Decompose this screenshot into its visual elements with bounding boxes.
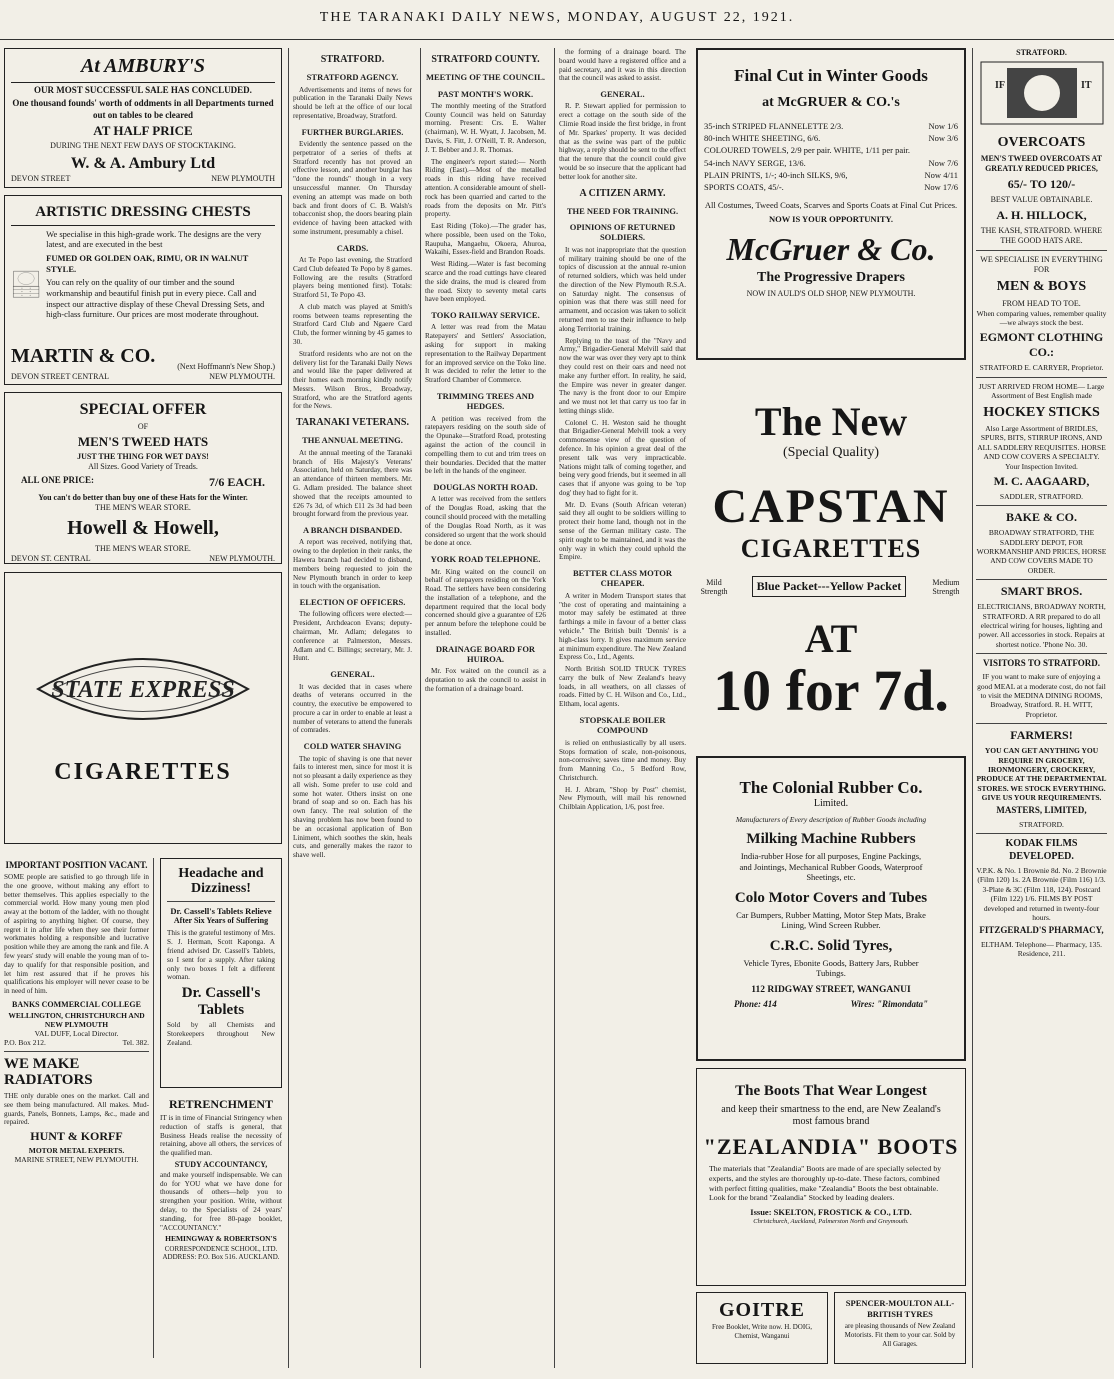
martin-firm: MARTIN & CO. xyxy=(11,344,156,367)
middle-column xyxy=(554,48,690,1368)
stratford-h1: FURTHER BURGLARIES. xyxy=(301,126,404,137)
position-director: VAL DUFF, Local Director. xyxy=(34,1028,119,1038)
headache-brand: Dr. Cassell's Tablets xyxy=(181,985,261,1018)
stratford-agency: STRATFORD AGENCY. xyxy=(306,72,399,83)
capstan-price: 10 for 7d. xyxy=(713,658,949,723)
right-ma2: STRATFORD. xyxy=(1019,819,1064,829)
stratford-h4: A BRANCH DISBANDED. xyxy=(303,525,402,536)
right-bake2: BROADWAY STRATFORD, THE SADDLERY DEPOT, FOR WORKMANSHIP AND PRICES, HORSE AND COW COVERS MADE TO ORDER. xyxy=(976,528,1107,575)
headache-body: This is the grateful testimony of Mrs. S. J. Herman, Scott Kaponga. A friend advised Dr. Cassell's Tablets, so I sent for a supply. After taking only two boxes I felt a different woman. xyxy=(167,929,275,982)
right-sm2: ELECTRICIANS, BROADWAY NORTH, STRATFORD. A RR prepared to do all electrical wiring for houses, lighting and power. All accessories in stock. Repairs at shortest notice. 'Phone No. 30. xyxy=(977,602,1106,649)
goitre-body: Free Booklet, Write now. H. DOIG, Chemist, Wanganui xyxy=(711,1323,813,1340)
mcgruer-item: 35-inch STRIPED FLANNELETTE 2/3. Now 1/6 xyxy=(704,120,958,131)
stratford-news-column xyxy=(288,48,416,1368)
middle-h1: GENERAL. xyxy=(600,89,645,100)
radiators-ad xyxy=(4,1056,149,1164)
right-spec2: FROM HEAD TO TOE. xyxy=(1002,298,1081,308)
colonial-mfr: Manufacturers of Every description of Rubber Goods including xyxy=(735,814,927,824)
right-hk2: Also Large Assortment of BRIDLES, SPURS, BITS, STIRRUP IRONS, AND ALL SADDLERY REQUISITES. HORSE AND COW COVERS A SPECIALTY. Your Inspection Invited. xyxy=(977,424,1106,471)
state-express-logo xyxy=(18,629,268,749)
martin-body2: You can rely on the quality of our timber and the sound workmanship and beautiful finish put in every piece. Call and inspect our attractive display of these Cheval Dressing Sets, and high-class furniture. Our prices are most moderate throughout. xyxy=(46,277,265,320)
stratford-h3b: THE ANNUAL MEETING. xyxy=(302,435,403,446)
martin-body: We specialise in this high-grade work. The designs are the very latest, and are executed in the best xyxy=(46,228,262,250)
right-spec3: When comparing values, remember quality—we always stock the best. xyxy=(976,308,1107,327)
spencer-title: SPENCER-MOULTON ALL-BRITISH TYRES xyxy=(845,1298,955,1319)
right-menboys: MEN & BOYS xyxy=(996,279,1087,295)
right-vi2: IF you want to make sure of enjoying a good MEAL at a moderate cost, do not fail to visit the MEDINA DINING ROOMS, Broadway, Stratford. R. H. WITT, Proprietor. xyxy=(977,672,1106,719)
capstan-brand: CAPSTAN xyxy=(712,480,950,533)
howell-addr-right: NEW PLYMOUTH. xyxy=(209,554,275,564)
position-school: BANKS COMMERCIAL COLLEGE xyxy=(12,999,141,1009)
stratford-p8: It was decided that in cases where deaths of veterans occurred in the country, the executive be empowered to procure a car in order to enable at least a number of veterans to attend the funerals of comrades. xyxy=(293,682,412,735)
howell-l2: All Sizes. Good Variety of Treads. xyxy=(88,462,198,472)
state-express-brand: STATE EXPRESS xyxy=(51,677,235,703)
mcgruer-l1: All Costumes, Tweed Coats, Scarves and Sports Coats at Final Cut Prices. xyxy=(704,199,958,210)
stratford-p1: Evidently the sentence passed on the perpetrator of a series of thefts at Stratford recently has not proved an effective lesson, and another burglar has "done the rounds" though in a very unsuccessful manner. On Thursday evening an attempt was made on both back and front doors of C. B. Walsh's tobacconist shop, the doors bearing plain evidence of having been attacked with some instrument, presumably a chisel. xyxy=(293,140,412,236)
retrenchment-body2: and make yourself indispensable. We can do for YOU what we have done for thousands of others—help you to strengthen your position. Write, without delay, to the Specialists of 24 years' standing, for free 80-page booklet, "ACCOUNTANCY." xyxy=(160,1170,282,1232)
howell-l3: You can't do better than buy one of these Hats for the Winter. xyxy=(38,493,248,503)
right-fitz: FITZGERALD'S PHARMACY, xyxy=(979,925,1104,936)
position-ad xyxy=(4,858,154,1358)
ambury-line3: AT HALF PRICE xyxy=(93,122,193,138)
colonial-wires: Wires: "Rimondata" xyxy=(850,998,928,1009)
right-smart: SMART BROS. xyxy=(1000,584,1083,599)
right-aagaard: M. C. AAGAARD, xyxy=(993,473,1090,488)
howell-title: SPECIAL OFFER xyxy=(79,401,207,418)
capstan-medium: Medium Strength xyxy=(932,577,960,596)
howell-addr-left: DEVON ST. CENTRAL xyxy=(11,554,91,564)
right-aa2: SADDLER, STRATFORD. xyxy=(999,491,1084,501)
colonial-title: The Colonial Rubber Co. xyxy=(739,778,923,797)
right-fi2: ELTHAM. Telephone— Pharmacy, 135. Residence, 211. xyxy=(980,939,1103,958)
howell-price: 7/6 EACH. xyxy=(208,475,265,490)
retrenchment-title: RETRENCHMENT xyxy=(168,1097,273,1111)
stratford-h6: GENERAL. xyxy=(330,669,375,680)
goitre-title: GOITRE xyxy=(718,1299,806,1321)
right-eg2: STRATFORD E. CARRYER, Proprietor. xyxy=(979,363,1104,373)
mcgruer-addr: NOW IN AULD'S OLD SHOP, NEW PLYMOUTH. xyxy=(746,289,916,299)
zealandia-towns: Christchurch, Auckland, Palmerston North and Greymouth. xyxy=(753,1217,909,1225)
right-visitors: VISITORS TO STRATFORD. xyxy=(982,658,1101,668)
mcgruer-items xyxy=(704,120,958,194)
right-oc2: BEST VALUE OBTAINABLE. xyxy=(990,195,1093,205)
mcgruer-sub: at McGRUER & CO.'s xyxy=(762,95,900,111)
ambury-addr-right: NEW PLYMOUTH xyxy=(211,174,275,183)
martin-note: (Next Hoffmann's New Shop.) xyxy=(177,361,275,371)
stratford-section: STRATFORD. xyxy=(320,54,385,65)
capstan-ad xyxy=(696,368,966,748)
state-express-ad xyxy=(4,572,282,844)
howell-l1: JUST THE THING FOR WET DAYS! xyxy=(77,452,209,462)
howell-of: OF xyxy=(137,422,149,431)
ambury-firm: W. & A. Ambury Ltd xyxy=(70,155,216,172)
mcgruer-title: Final Cut in Winter Goods xyxy=(734,66,928,85)
colonial-l3: Vehicle Tyres, Ebonite Goods, Battery Jars, Rubber Tubings. xyxy=(743,957,919,979)
right-stratford: STRATFORD. xyxy=(1016,48,1067,57)
howell-l4: THE MEN'S WEAR STORE. xyxy=(95,503,191,513)
right-column xyxy=(972,48,1110,1368)
county-p5: A letter was read from the Matau Ratepayers' and Settlers' Association, asking for support in making representation to the Railway Department for an improved service on the Toko line. It was decided to refer the letter to the Stratford Chamber of Commerce. xyxy=(425,323,546,385)
county-h1: TOKO RAILWAY SERVICE. xyxy=(431,310,540,321)
right-hillock: A. H. HILLOCK, xyxy=(996,208,1087,223)
position-box: P.O. Box 212. xyxy=(4,1037,46,1047)
howell-ad xyxy=(4,392,282,564)
middle-p3: It was not inappropriate that the question of military training should be one of the topics of discussion at the annual re-union of returned soldiers, which was held under the direction of the New Plymouth R.S.A. on Saturday night. The consensus of opinion was that there was still need for armament, and occasion was taken to solicit returned men to use their influence to help along Territorial training. xyxy=(559,245,686,333)
right-arrived: JUST ARRIVED FROM HOME— Large Assortment of Best English made xyxy=(978,381,1105,401)
ambury-line1: OUR MOST SUCCESSFUL SALE HAS CONCLUDED. xyxy=(34,85,252,95)
stratford-h5: ELECTION OF OFFICERS. xyxy=(299,597,406,608)
stratford-p6: A report was received, notifying that, owing to the depletion in their ranks, the Hawera branch had decided to disband, members being requested to join the New Plymouth branch in order to keep in touch with the organisation. xyxy=(293,538,412,591)
middle-p6: Mr. D. Evans (South African veteran) said they all ought to be soldiers willing to protect their home land, though not in the sense of the German military caste. The spirit ought to be maintained, and it was the only way in which they could uphold the Empire. xyxy=(559,500,686,562)
county-p2: The engineer's report stated:— North Riding (East).—Most of the metalled roads in this riding have received attention. A considerable amount of shell-rock has been quarried and carted to the roads from the deposits on Mr. Pitt's property. xyxy=(425,157,546,219)
retrenchment-ad xyxy=(160,1095,282,1365)
ambury-title: At AMBURY'S xyxy=(11,54,275,83)
martin-title: ARTISTIC DRESSING CHESTS xyxy=(11,203,275,226)
svg-text:IT: IT xyxy=(1080,80,1092,91)
position-towns: WELLINGTON, CHRISTCHURCH AND NEW PLYMOUTH xyxy=(8,1010,145,1029)
zealandia-l2: and keep their smartness to the end, are New Zealand's most famous brand xyxy=(721,1103,941,1128)
middle-p8: North British SOLID TRUCK TYRES carry the bulk of New Zealand's heavy loads, in all weathers, on all classes of roads. Fitted by C. H. Wilson and Co., Ltd., Eltham, local agents. xyxy=(559,665,686,709)
middle-p5: Colonel C. H. Weston said he thought that Brigadier-General Melvill took a very commonsense view of the question of defence. In his opinion a great deal of the present talk was very impracticable. Nations might talk of coming together, and being very good friends, but it seemed in all cases that if anyone was going to be 'top dog' they had to fight for it. xyxy=(559,418,686,497)
retrenchment-line: CORRESPONDENCE SCHOOL, LTD. ADDRESS: P.O. Box 516. AUCKLAND. xyxy=(162,1245,280,1262)
spencer-body: are pleasing thousands of New Zealand Motorists. Fit them to your car. Sold by All Garages. xyxy=(844,1322,956,1348)
capstan-l2: (Special Quality) xyxy=(782,445,880,460)
mcgruer-l2: NOW IS YOUR OPPORTUNITY. xyxy=(768,214,894,225)
county-p3: East Riding (Toko).—The grader has, where possible, been used on the Toko, Raupuha, Mangaehu, Okoera, Ahuroa, Wakaihi, Essex-field and Brandon Roads. xyxy=(425,222,546,257)
position-title: IMPORTANT POSITION VACANT. xyxy=(5,860,148,870)
right-spec: WE SPECIALISE IN EVERYTHING FOR xyxy=(980,255,1103,275)
colonial-phone: Phone: 414 xyxy=(734,998,777,1009)
martin-addr-right: NEW PLYMOUTH. xyxy=(209,371,275,381)
county-p6: A petition was received from the ratepayers residing on the south side of the Opunake—Stratford Road, protesting against the action of the council in compelling them to cut and trim trees on their boundaries. Decided that the matter be left in the hands of the engineer. xyxy=(425,414,546,476)
middle-h2: A CITIZEN ARMY. xyxy=(579,187,666,199)
right-oc-price: 65/- TO 120/- xyxy=(1007,177,1076,192)
middle-p10: H. J. Abram, "Shop by Post" chemist, New Plymouth, will mail his renowned Chilblain Application, 1/6, post free. xyxy=(559,785,686,812)
right-hillock2: THE KASH, STRATFORD. WHERE THE GOOD HATS ARE. xyxy=(980,226,1103,246)
retrenchment-body: IT is in time of Financial Stringency when reduction of staffs is general, that Business Heads realise the necessity of retaining, above all others, the services of the qualified man. xyxy=(160,1114,282,1158)
masthead: THE TARANAKI DAILY NEWS, MONDAY, AUGUST 22, 1921. xyxy=(0,10,1114,40)
right-egmont: EGMONT CLOTHING CO.: xyxy=(979,330,1104,360)
right-ko2: V.P.K. & No. 1 Brownie 8d. No. 2 Brownie (Film 120) 1s. 2A Brownie (Film 116) 1/3. 3-Plate & 3C (Film 118, 124). Postcard (Film 122) 1/6. FILMS BY POST developed and returned in twenty-four hours. xyxy=(976,866,1107,922)
martin-finish: FUMED OR GOLDEN OAK, RIMU, OR IN WALNUT STYLE. xyxy=(46,253,249,274)
mcgruer-firm: McGruer & Co. xyxy=(726,230,936,267)
stratford-p3: A club match was played at Smith's rooms between teams representing the Stratford Card Club and Ngaere Card Club, the former winning by 45 games to 30. xyxy=(293,302,412,347)
colonial-l2: Car Bumpers, Rubber Matting, Motor Step Mats, Brake Lining, Wind Screen Rubber. xyxy=(736,909,926,931)
county-h5: DRAINAGE BOARD FOR HUIROA. xyxy=(435,643,536,665)
capstan-label: CIGARETTES xyxy=(740,534,922,563)
zealandia-body: The materials that "Zealandia" Boots are made of are specially selected by experts, and the styles are thoroughly up-to-date. These factors, combined with perfect fitting qualities, make "Zealandia" Boots the best obtainable. Look for the brand "Zealandia" Stocked by leading dealers. xyxy=(709,1164,942,1203)
hillock-crest-logo xyxy=(977,58,1107,128)
stratford-p5: At the annual meeting of the Taranaki branch of His Majesty's Veterans' Association, held on Saturday, there was an attendance of thirteen members. Mr. G. Adlam presided. The balance sheet showed that the receipts amounted to £26 7s 3d, of which £11 2s 3d had been brought forward from the previous year. xyxy=(293,448,412,519)
radiators-addr: MARINE STREET, NEW PLYMOUTH. xyxy=(14,1155,139,1165)
county-h3: DOUGLAS NORTH ROAD. xyxy=(433,482,538,493)
county-h4: YORK ROAD TELEPHONE. xyxy=(430,554,541,565)
howell-firm: Howell & Howell, xyxy=(67,517,219,540)
radiators-title: WE MAKE RADIATORS xyxy=(4,1055,93,1089)
county-p1: The monthly meeting of the Stratford County Council was held on Saturday morning. Present: Crs. E. Walter (chairman), W. H. Wyatt, J. Jacobsen, M. Davis, S. Fitt, J. O'Neill, T. R. Anderson, J. T. Bebber and J. R. Thomas. xyxy=(425,101,546,154)
zealandia-firm: Issue: SKELTON, FROSTICK & CO., LTD. xyxy=(750,1207,912,1218)
county-p9: Mr. Fox waited on the council as a deputation to ask the council to assist in the formation of a drainage board. xyxy=(425,667,546,694)
radiators-body: THE only durable ones on the market. Call and see them being manufactured. All makes. Mud-guards, Panels, Bonnets, Lamps, &c., made and repaired. xyxy=(4,1091,149,1127)
capstan-at: AT xyxy=(804,616,858,661)
headache-title: Headache and Dizziness! xyxy=(178,866,264,897)
headache-sub2: After Six Years of Suffering xyxy=(173,916,269,926)
colonial-rubber-ad xyxy=(696,756,966,1061)
stratford-p4: Stratford residents who are not on the delivery list for the Taranaki Daily News and would like the paper delivered at their homes each morning kindly notify Messrs. Wilson Bros., Broadway, Stratford, who are the Stratford agents for the News. xyxy=(293,349,412,411)
colonial-l1: India-rubber Hose for all purposes, Engine Packings, and Jointings, Mechanical Rubber Goods, Waterproof Sheetings, etc. xyxy=(739,850,923,883)
martin-ad xyxy=(4,195,282,385)
county-sub: MEETING OF THE COUNCIL. xyxy=(425,72,546,83)
middle-p9: is relied on enthusiastically by all users. Stops formation of scale, non-poisonous, non-corrosive; saves time and money. Buy from Manning Co., 5 Bedford Row, Christchurch. xyxy=(559,738,686,782)
right-farmers: FARMERS! xyxy=(1010,728,1073,743)
colonial-h3: C.R.C. Solid Tyres, xyxy=(769,937,893,954)
middle-h4: STOPSKALE BOILER COMPOUND xyxy=(579,715,666,736)
capstan-packets: Blue Packet---Yellow Packet xyxy=(752,576,907,597)
colonial-h2: Colo Motor Covers and Tubes xyxy=(734,889,928,906)
ambury-line2: One thousand founds' worth of oddments in all Departments turned out on tables to be cleared xyxy=(12,98,274,120)
howell-item: MEN'S TWEED HATS xyxy=(77,434,209,449)
county-column xyxy=(420,48,550,1368)
goitre-ad xyxy=(696,1292,828,1364)
zealandia-ad xyxy=(696,1068,966,1286)
position-body: SOME people are satisfied to go through life in the one groove, without making any effort to better themselves. This applies especially to the commercial world. How many young men plod away at the bottom of the ladder, with no thought of aspiring to anything higher. Of course, they regret it in after life when they see their former workmates holding a responsible and lucrative position while they are among the rank and file. A few years' study will enable the young man of to-day to qualify for that responsible position, and let him rest assured that if he proves his qualifications his employer will never cease to be in need of him. xyxy=(4,873,149,996)
state-express-label: CIGARETTES xyxy=(54,759,232,785)
county-p7: A letter was received from the settlers of the Douglas Road, asking that the council should proceed with the metalling of the Douglas Road North, as it was considered so urgent that the work should be done at once. xyxy=(425,495,546,548)
right-overcoats: OVERCOATS xyxy=(997,134,1086,150)
county-p8: Mr. King waited on the council on behalf of ratepayers residing on the York Road. The settlers have been considering the installation of a telephone, and the department required that the local body concerned should give a guarantee of £26 per annum before the telephone could be installed. xyxy=(425,567,546,637)
zealandia-l1: The Boots That Wear Longest xyxy=(735,1083,927,1099)
county-h2: TRIMMING TREES AND HEDGES. xyxy=(436,390,535,412)
howell-price-label: ALL ONE PRICE: xyxy=(21,475,95,486)
county-section: STRATFORD COUNTY. xyxy=(431,54,540,65)
mcgruer-tag: The Progressive Drapers xyxy=(756,269,905,285)
mcgruer-ad xyxy=(696,48,966,360)
zealandia-brand: "ZEALANDIA" BOOTS xyxy=(703,1133,959,1159)
right-kodak: KODAK FILMS DEVELOPED. xyxy=(1005,838,1078,862)
middle-p1: the forming of a drainage board. The board would have a registered office and a paid secretary, and it was in this direction that the council was asked to assist. xyxy=(559,48,686,83)
mcgruer-item: SPORTS COATS, 45/-. Now 17/6 xyxy=(704,182,958,193)
right-masters: MASTERS, LIMITED, xyxy=(996,805,1087,816)
stratford-p2: At Te Popo last evening, the Stratford Card Club defeated Te Popo by 8 games. Following are the results (Stratford players being mentioned first). Totals: Stratford 51, Te Popo 43. xyxy=(293,255,412,300)
dressing-chest-illustration xyxy=(11,229,41,339)
county-p4: West Riding.—Water is fast becoming scarce and the road cuttings have cleared the side drains, the mud is cleared from the road. Sixty to seventy metal carts have been employed. xyxy=(425,260,546,304)
headache-foot: Sold by all Chemists and Storekeepers throughout New Zealand. xyxy=(167,1021,275,1047)
radiators-sub: MOTOR METAL EXPERTS. xyxy=(28,1146,125,1156)
radiators-firm: HUNT & KORFF xyxy=(30,1129,123,1144)
ambury-addr-left: DEVON STREET xyxy=(11,174,71,183)
howell-l5: THE MEN'S WEAR STORE. xyxy=(95,544,191,554)
stratford-p9: The topic of shaving is one that never fails to interest men, since for most it is not so pleasant a daily experience as they all wish. Some prefer to use cold and some hot water. Others insist on one brand of soap and so on. Each has his own fancy. The real solution of the shaving problem has now been found to be an occasional application of Bon Liniment, which soothes the skin, heals cuts, and generally makes the razor to shave well. xyxy=(293,754,412,860)
capstan-mild: Mild Strength xyxy=(700,577,728,596)
retrenchment-firm: HEMINGWAY & ROBERTSON'S xyxy=(165,1234,277,1244)
colonial-ltd: Limited. xyxy=(813,798,849,810)
middle-h2c: OPINIONS OF RETURNED SOLDIERS. xyxy=(569,222,676,243)
stratford-h7: COLD WATER SHAVING xyxy=(303,741,402,752)
middle-h2b: THE NEED FOR TRAINING. xyxy=(566,205,679,216)
spencer-ad xyxy=(834,1292,966,1364)
middle-h3: BETTER CLASS MOTOR CHEAPER. xyxy=(572,568,673,589)
stratford-h3: TARANAKI VETERANS. xyxy=(296,417,409,429)
right-oc1: MEN'S TWEED OVERCOATS AT GREATLY REDUCED PRICES, xyxy=(980,154,1103,174)
mcgruer-item: COLOURED TOWELS, 2/9 per pair. WHITE, 1/11 per pair. xyxy=(704,145,911,156)
ambury-line4: DURING THE NEXT FEW DAYS OF STOCKTAKING. xyxy=(50,141,236,150)
stratford-p7: The following officers were elected:— President, Archdeacon Evans; deputy-chairman, Mr. Adlam; delegates to conference at Palmerston, Messrs. Adlam and C. Billings; secretary, Mr. J. Hunt. xyxy=(293,610,412,663)
headache-sub: Dr. Cassell's Tablets Relieve xyxy=(170,905,272,916)
stratford-intro: Advertisements and items of news for publication in the Taranaki Daily News should be left at the office of our local representative, Broadway, Stratford. xyxy=(293,85,412,120)
martin-addr-left: DEVON STREET CENTRAL xyxy=(11,371,110,381)
ambury-ad xyxy=(4,48,282,188)
right-bake: BAKE & CO. xyxy=(1005,510,1077,525)
colonial-addr: 112 RIDGWAY STREET, WANGANUI xyxy=(751,984,911,995)
middle-p2: R. P. Stewart applied for permission to erect a cottage on the south side of the Climie Road inside the first bridge, in front of Mr. Sparkes' property. It was decided that as the swine was part of the public highway, a reply should be sent to the effect that the tenure that the council could give would be so insecure that the applicant had better look for another site. xyxy=(559,102,686,181)
retrenchment-sub: STUDY ACCOUNTANCY, xyxy=(174,1159,268,1169)
right-hockey: HOCKEY STICKS xyxy=(983,404,1100,420)
headache-ad xyxy=(160,858,282,1088)
middle-p7: A writer in Modern Transport states that "the cost of operating and maintaining a motor may safely be estimated at three farthings a mile in favour of a better class vehicle." The British built 'Dennis' is a high-class lorry. It gives maximum service at minimum expenditure. The New Zealand Express Co., Ltd., Agents. xyxy=(559,591,686,662)
stratford-h2: CARDS. xyxy=(336,242,369,253)
right-fa2: YOU CAN GET ANYTHING YOU REQUIRE IN GROCERY, IRONMONGERY, CROCKERY, PRODUCE AT THE DEPARTMENTAL STORES. WE STOCK EVERYTHING. GIVE US YOUR REQUIREMENTS. xyxy=(976,746,1107,802)
county-sub2: PAST MONTH'S WORK. xyxy=(437,88,534,99)
svg-text:IF: IF xyxy=(994,80,1005,91)
mcgruer-item: PLAIN PRINTS, 1/-; 40-inch SILKS, 9/6, Now 4/11 xyxy=(704,170,958,180)
mcgruer-item: 54-inch NAVY SERGE, 13/6. Now 7/6 xyxy=(704,157,958,168)
mcgruer-item: 80-inch WHITE SHEETING, 6/6. Now 3/6 xyxy=(704,133,958,144)
colonial-h1: Milking Machine Rubbers xyxy=(746,831,916,848)
capstan-l1: The New xyxy=(754,399,908,444)
middle-p4: Replying to the toast of the "Navy and Army," Brigadier-General Melvill said that now the war was over they very apt to think they could rest on their oars and need not make any further effort. In reality, he said, the Empire was never in greater danger. The navy is the front door to our Empire and we must not let that carry us too far in letting things slide. xyxy=(559,336,686,415)
position-tel: Tel. 382. xyxy=(122,1037,149,1047)
